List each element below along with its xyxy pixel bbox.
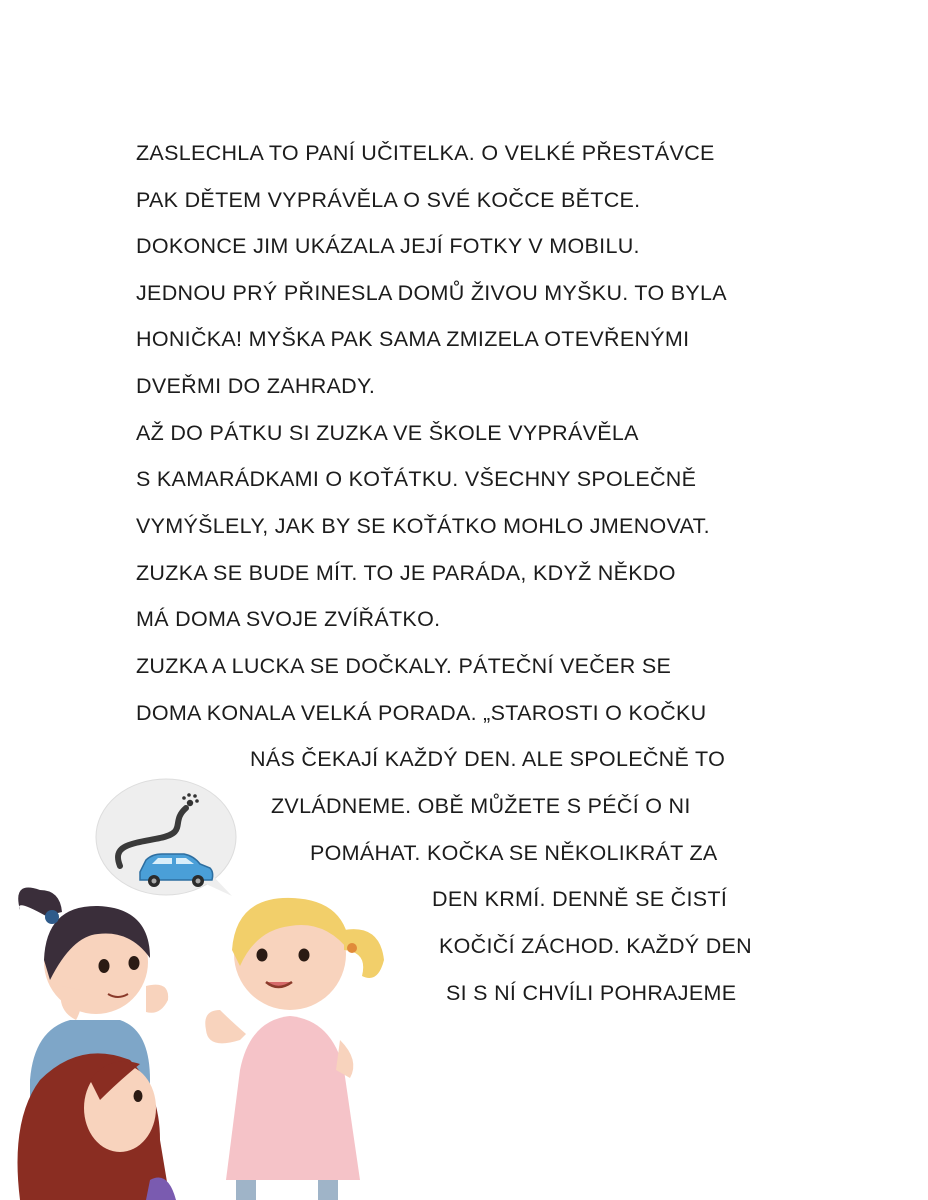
text-line: ZUZKA SE BUDE MÍT. TO JE PARÁDA, KDYŽ NĚKDO bbox=[136, 561, 676, 585]
text-line: S KAMARÁDKAMI O KOŤÁTKU. VŠECHNY SPOLEČNĚ bbox=[136, 467, 697, 491]
text-line: PAK DĚTEM VYPRÁVĚLA O SVÉ KOČCE BĚTCE. bbox=[136, 188, 641, 212]
text-line: DEN KRMÍ. DENNĚ SE ČISTÍ bbox=[432, 887, 728, 911]
text-line: SI S NÍ CHVÍLI POHRAJEME bbox=[446, 981, 737, 1005]
text-line: DVEŘMI DO ZAHRADY. bbox=[136, 374, 376, 398]
text-line: JEDNOU PRÝ PŘINESLA DOMŮ ŽIVOU MYŠKU. TO BYLA bbox=[136, 281, 727, 305]
text-line: DOMA KONALA VELKÁ PORADA. „STAROSTI O KOČKU bbox=[136, 701, 707, 725]
text-line: AŽ DO PÁTKU SI ZUZKA VE ŠKOLE VYPRÁVĚLA bbox=[136, 421, 639, 445]
text-line: ZUZKA A LUCKA SE DOČKALY. PÁTEČNÍ VEČER SE bbox=[136, 654, 672, 678]
children-illustration bbox=[0, 770, 400, 1200]
text-line: DOKONCE JIM UKÁZALA JEJÍ FOTKY V MOBILU. bbox=[136, 234, 640, 258]
text-line: KOČIČÍ ZÁCHOD. KAŽDÝ DEN bbox=[439, 934, 753, 958]
text-line: ZVLÁDNEME. OBĚ MŮŽETE S PÉČÍ O NI bbox=[271, 794, 691, 818]
text-line: HONIČKA! MYŠKA PAK SAMA ZMIZELA OTEVŘENÝMI bbox=[136, 327, 690, 351]
text-line: ZASLECHLA TO PANÍ UČITELKA. O VELKÉ PŘESTÁVCE bbox=[136, 141, 715, 165]
text-line: MÁ DOMA SVOJE ZVÍŘÁTKO. bbox=[136, 607, 441, 631]
blonde-girl bbox=[205, 898, 384, 1200]
text-line: POMÁHAT. KOČKA SE NĚKOLIKRÁT ZA bbox=[310, 841, 718, 865]
text-line: VYMÝŠLELY, JAK BY SE KOŤÁTKO MOHLO JMENOVAT. bbox=[136, 514, 710, 538]
thought-bubble bbox=[96, 779, 236, 896]
text-line: NÁS ČEKAJÍ KAŽDÝ DEN. ALE SPOLEČNĚ TO bbox=[250, 747, 726, 771]
